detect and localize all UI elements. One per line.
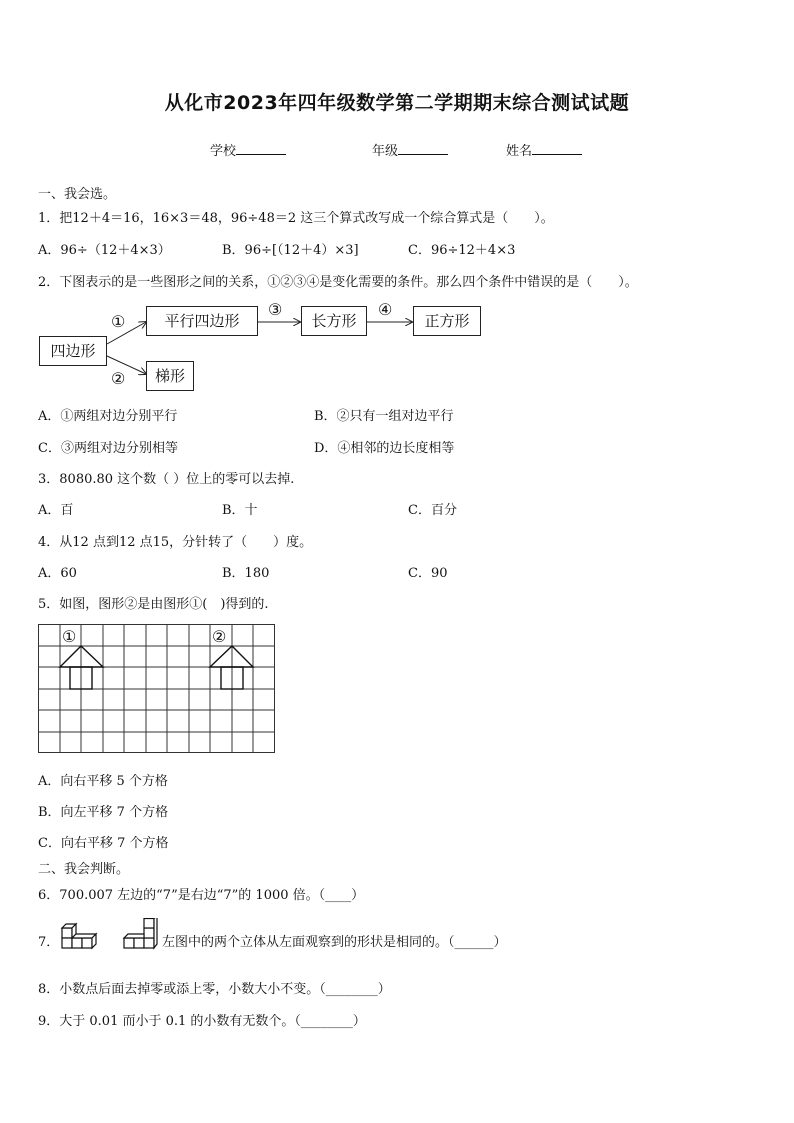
q5-option-a[interactable]: A．向右平移 5 个方格 [38, 774, 168, 789]
section1-heading: 一、我会选。 [38, 187, 117, 202]
grade-label: 年级 [372, 144, 399, 159]
q3-option-b[interactable]: B．十 [222, 503, 258, 518]
section2-heading: 二、我会判断。 [38, 862, 130, 877]
trapezoid-box: 梯形 [146, 361, 194, 391]
quadrilateral-box: 四边形 [39, 336, 107, 366]
q2-option-d[interactable]: D．④相邻的边长度相等 [314, 441, 455, 456]
q9-text: 9．大于 0.01 而小于 0.1 的小数有无数个。（________） [38, 1014, 366, 1029]
rectangle-box: 长方形 [301, 306, 367, 336]
parallelogram-box: 平行四边形 [146, 306, 258, 336]
page-title: 从化市2023年四年级数学第二学期期末综合测试试题 [164, 92, 630, 114]
condition-2-label: ② [111, 369, 126, 388]
q2-stem: 2．下图表示的是一些图形之间的关系，①②③④是变化需要的条件。那么四个条件中错误的是（ ）。 [38, 275, 638, 290]
q7-text: 左图中的两个立体从左面观察到的形状是相同的。（______） [162, 935, 507, 950]
q8-text: 8．小数点后面去掉零或添上零，小数大小不变。（________） [38, 982, 391, 997]
q1-option-b[interactable]: B．96÷[（12＋4）×3] [222, 243, 359, 258]
q5-stem: 5．如图，图形②是由图形①( )得到的. [38, 597, 269, 612]
q1-option-a[interactable]: A．96÷（12＋4×3） [38, 243, 171, 258]
condition-4-label: ④ [378, 300, 393, 319]
school-label: 学校 [210, 144, 237, 159]
figure-2-label: ② [212, 627, 227, 646]
condition-3-label: ③ [268, 300, 283, 319]
condition-1-label: ① [111, 312, 126, 331]
q4-option-a[interactable]: A．60 [38, 566, 77, 581]
q2-option-c[interactable]: C．③两组对边分别相等 [38, 441, 178, 456]
q4-option-b[interactable]: B．180 [222, 566, 270, 581]
q3-option-a[interactable]: A．百 [38, 503, 74, 518]
figure-1-label: ① [62, 627, 77, 646]
q6-text: 6．700.007 左边的“7”是右边“7”的 1000 倍。（____） [38, 888, 365, 903]
q1-stem: 1．把12＋4＝16，16×3＝48，96÷48＝2 这三个算式改写成一个综合算式是（ ）。 [38, 211, 554, 226]
q7-number: 7． [38, 935, 60, 950]
q3-stem: 3．8080.80 这个数（ ）位上的零可以去掉. [38, 472, 295, 487]
q4-stem: 4．从12 点到12 点15，分针转了（ ）度。 [38, 535, 313, 550]
cube-figures-icon [60, 918, 160, 958]
q4-option-c[interactable]: C．90 [408, 566, 448, 581]
q5-option-c[interactable]: C．向右平移 7 个方格 [38, 836, 169, 851]
square-box: 正方形 [413, 306, 481, 336]
q5-option-b[interactable]: B．向左平移 7 个方格 [38, 805, 169, 820]
q2-option-a[interactable]: A．①两组对边分别平行 [38, 409, 178, 424]
name-label: 姓名 [506, 144, 533, 159]
q1-option-c[interactable]: C．96÷12＋4×3 [408, 243, 516, 258]
diagram-arrows [0, 0, 794, 400]
q3-option-c[interactable]: C．百分 [408, 503, 457, 518]
q2-option-b[interactable]: B．②只有一组对边平行 [314, 409, 454, 424]
